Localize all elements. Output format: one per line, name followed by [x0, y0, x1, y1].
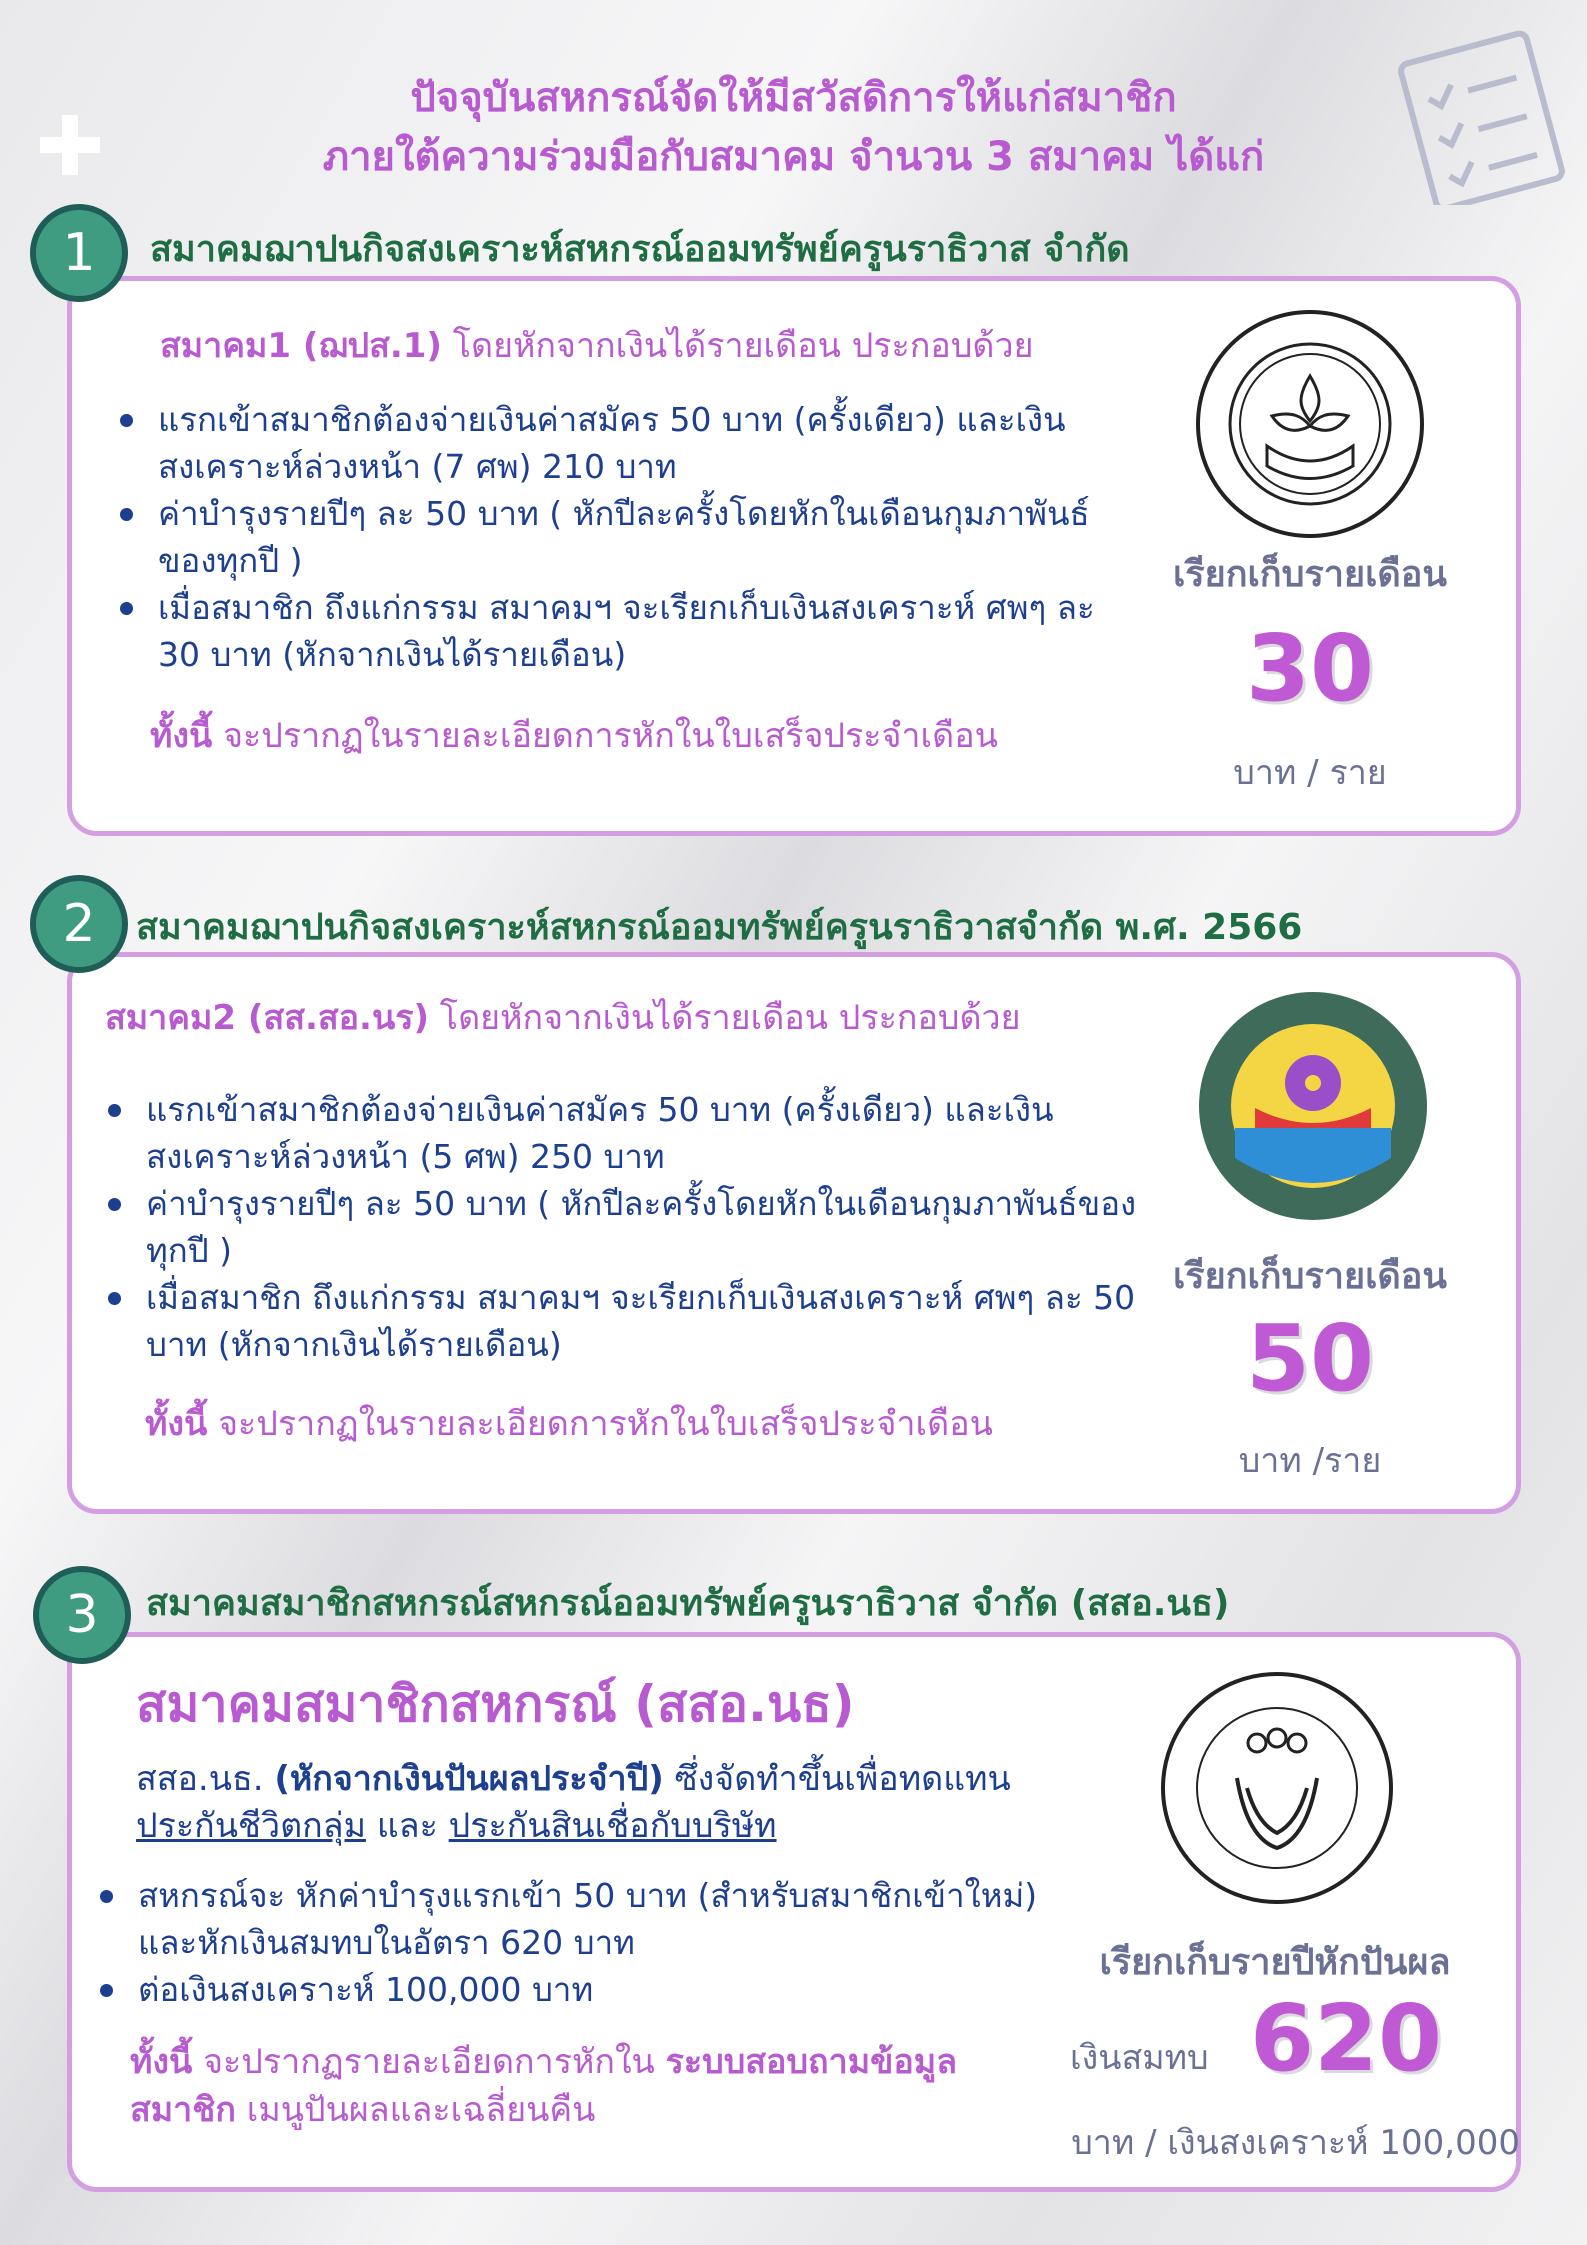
section-1-collect-label: เรียกเก็บรายเดือน — [1172, 554, 1448, 595]
section-2-amount: 50 — [1245, 1305, 1375, 1412]
section-2-collect-label: เรียกเก็บรายเดือน — [1172, 1256, 1448, 1297]
association-1-logo — [1192, 306, 1428, 542]
list-item: เมื่อสมาชิก ถึงแก่กรรม สมาคมฯ จะเรียกเก็บเงินสงเคราะห์ ศพๆ ละ 50 บาท (หักจากเงินได้รายเดือน) — [108, 1274, 1138, 1368]
section-1-heading: สมาคมฌาปนกิจสงเคราะห์สหกรณ์ออมทรัพย์ครูนราธิวาส จำกัด — [150, 229, 1130, 270]
group-life-insurance-link[interactable]: ประกันชีวิตกลุ่ม — [136, 1806, 367, 1846]
association-3-logo — [1157, 1668, 1397, 1908]
section-2-badge: 2 — [30, 875, 128, 973]
section-3-bullets — [100, 1872, 1100, 2013]
section-1-subtitle: สมาคม1 (ฌปส.1) โดยหักจากเงินได้รายเดือน ประกอบด้วย — [160, 326, 1034, 366]
section-3-title: สมาคมสมาชิกสหกรณ์ (สสอ.นธ) — [136, 1675, 855, 1733]
credit-insurance-link[interactable]: ประกันสินเชื่อกับบริษัท — [448, 1806, 777, 1846]
section-2-note: ทั้งนี้ จะปรากฏในรายละเอียดการหักในใบเสร็จประจำเดือน — [145, 1404, 993, 1444]
association-2-logo — [1195, 988, 1431, 1224]
section-3-heading: สมาคมสมาชิกสหกรณ์สหกรณ์ออมทรัพย์ครูนราธิวาส จำกัด (สสอ.นธ) — [146, 1583, 1230, 1624]
list-item: แรกเข้าสมาชิกต้องจ่ายเงินค่าสมัคร 50 บาท (ครั้งเดียว) และเงินสงเคราะห์ล่วงหน้า (7 ศพ) 210 บาท — [120, 396, 1140, 490]
section-3-collect-label: เรียกเก็บรายปีหักปันผล — [1099, 1942, 1451, 1983]
section-3-unit: บาท / เงินสงเคราะห์ 100,000 — [1071, 2123, 1520, 2163]
section-1-bullets — [120, 396, 1140, 678]
section-1-note: ทั้งนี้ จะปรากฏในรายละเอียดการหักในใบเสร็จประจำเดือน — [150, 716, 998, 756]
list-item: เมื่อสมาชิก ถึงแก่กรรม สมาคมฯ จะเรียกเก็บเงินสงเคราะห์ ศพๆ ละ 30 บาท (หักจากเงินได้รายเดือน) — [120, 584, 1140, 678]
section-3-badge: 3 — [33, 1566, 131, 1664]
section-3-amount-label: เงินสมทบ — [1070, 2038, 1209, 2078]
section-1-badge: 1 — [30, 204, 128, 302]
header-line-2: ภายใต้ความร่วมมือกับสมาคม จำนวน 3 สมาคม ได้แก่ — [322, 134, 1265, 180]
section-3-note: ทั้งนี้ จะปรากฏรายละเอียดการหักใน ระบบสอบถามข้อมูลสมาชิก เมนูปันผลและเฉลี่ยนคืน — [130, 2042, 958, 2130]
list-item: สหกรณ์จะ หักค่าบำรุงแรกเข้า 50 บาท (สำหรับสมาชิกเข้าใหม่) และหักเงินสมทบในอัตรา 620 บาท — [100, 1872, 1100, 1966]
section-3-amount: 620 — [1250, 1985, 1443, 2092]
section-3-intro: สสอ.นธ. (หักจากเงินปันผลประจำปี) ซึ่งจัดทำขึ้นเพื่อทดแทน ประกันชีวิตกลุ่ม และ ประกันสินเชื่อกับบริษัท — [136, 1759, 1011, 1846]
list-item: ค่าบำรุงรายปีๆ ละ 50 บาท ( หักปีละครั้งโดยหักในเดือนกุมภาพันธ์ของทุกปี ) — [108, 1180, 1138, 1274]
header-line-1: ปัจจุบันสหกรณ์จัดให้มีสวัสดิการให้แก่สมาชิก — [410, 75, 1177, 121]
section-2-unit: บาท /ราย — [1238, 1441, 1382, 1481]
section-1-amount: 30 — [1245, 615, 1375, 722]
section-2-subtitle: สมาคม2 (สส.สอ.นร) โดยหักจากเงินได้รายเดือน ประกอบด้วย — [105, 998, 1021, 1038]
section-1-unit: บาท / ราย — [1233, 753, 1387, 793]
list-item: ต่อเงินสงเคราะห์ 100,000 บาท — [100, 1966, 1100, 2013]
section-2-bullets — [108, 1086, 1138, 1368]
list-item: แรกเข้าสมาชิกต้องจ่ายเงินค่าสมัคร 50 บาท (ครั้งเดียว) และเงินสงเคราะห์ล่วงหน้า (5 ศพ) 250 บาท — [108, 1086, 1138, 1180]
section-2-heading: สมาคมฌาปนกิจสงเคราะห์สหกรณ์ออมทรัพย์ครูนราธิวาสจำกัด พ.ศ. 2566 — [136, 907, 1303, 948]
list-item: ค่าบำรุงรายปีๆ ละ 50 บาท ( หักปีละครั้งโดยหักในเดือนกุมภาพันธ์ของทุกปี ) — [120, 490, 1140, 584]
